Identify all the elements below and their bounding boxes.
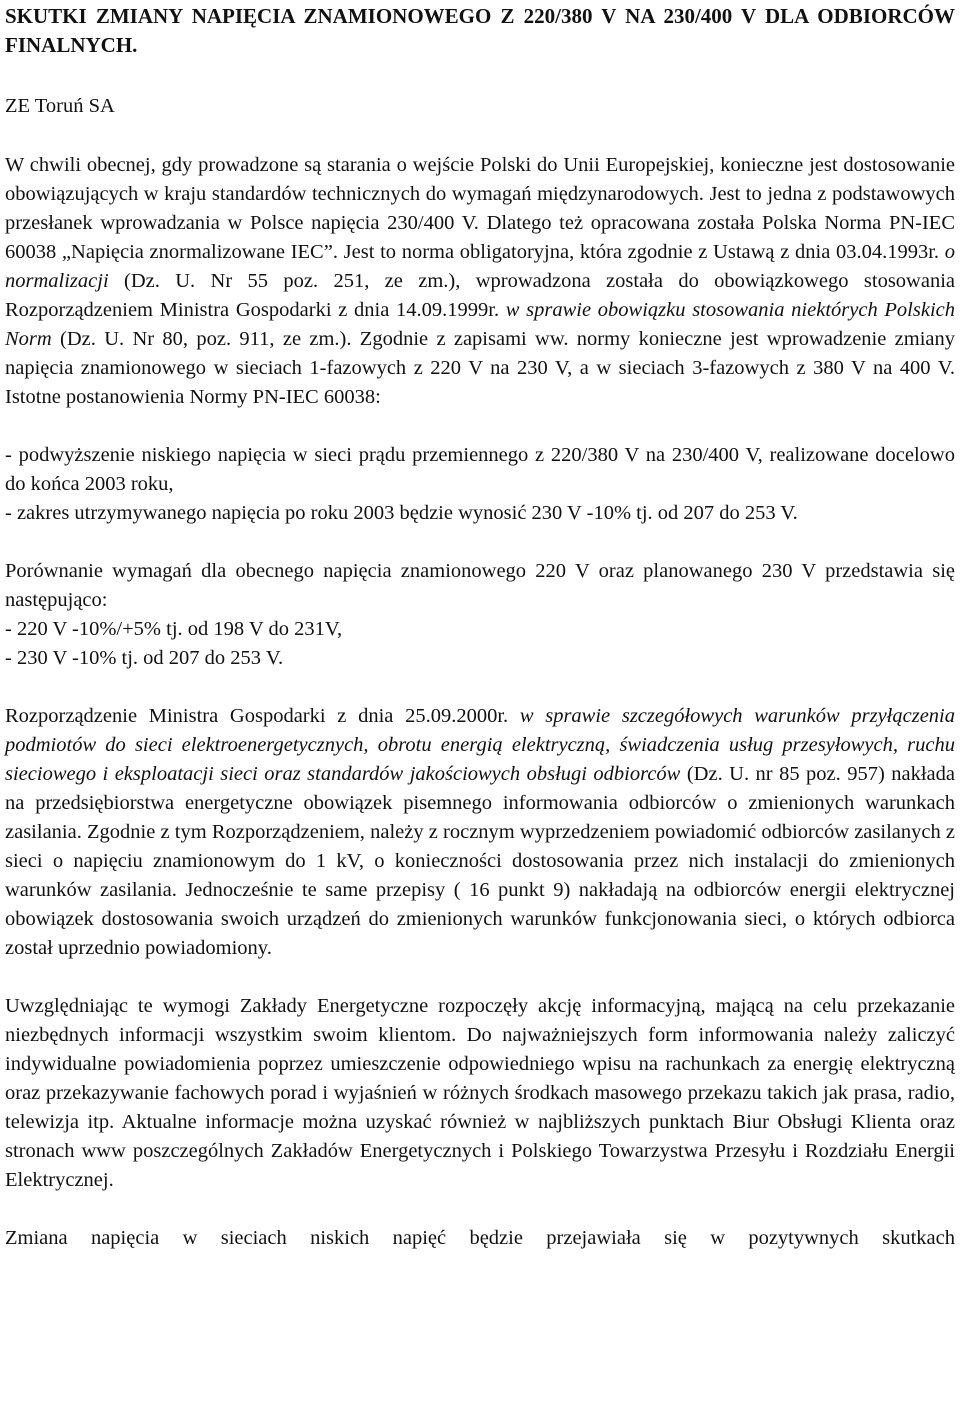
list-item: - podwyższenie niskiego napięcia w sieci prądu przemiennego z 220/380 V na 230/400 V, realizowane docelowo do końca 2003 roku, <box>5 444 955 495</box>
norm-provisions-list <box>5 441 955 528</box>
intro-text-a: W chwili obecnej, gdy prowadzone są starania o wejście Polski do Unii Europejskiej, konieczne jest dostosowanie obowiązujących w kraju standardów technicznych do wymagań międzynarodowych. Jest to jedna z podstawowych przesłanek wprowadzania w Polsce napięcia 230/400 V. Dlatego też opracowana została Polska Norma PN-IEC 60038 „Napięcia znormalizowane IEC”. Jest to norma obligatoryjna, która zgodnie z Ustawą z dnia 03.04.1993r. <box>5 154 955 263</box>
document-page <box>5 0 955 1253</box>
list-item: - 220 V -10%/+5% tj. od 198 V do 231V, <box>5 618 343 640</box>
comparison-paragraph: Porównanie wymagań dla obecnego napięcia znamionowego 220 V oraz planowanego 230 V przedstawia się następująco: <box>5 560 955 611</box>
list-item: - 230 V -10% tj. od 207 do 253 V. <box>5 647 284 669</box>
intro-text-b-italic: o normalizacji <box>5 241 955 292</box>
intro-text-c: (Dz. U. Nr 55 poz. 251, ze zm.), wprowadzona została do obowiązkowego stosowania Rozporządzeniem Ministra Gospodarki z dnia 14.09.1999r. <box>5 270 955 321</box>
intro-text-e: (Dz. U. Nr 80, poz. 911, ze zm.). Zgodnie z zapisami ww. normy konieczne jest wprowadzenie zmiany napięcia znamionowego w sieciach 1-fazowych z 220 V na 230 V, a w sieciach 3-fazowych z 380 V na 400 V. Istotne postanowienia Normy PN-IEC 60038: <box>5 328 955 408</box>
comparison-list <box>5 615 955 673</box>
intro-paragraph <box>5 151 955 412</box>
information-campaign-paragraph: Uwzględniając te wymogi Zakłady Energetyczne rozpoczęły akcję informacyjną, mającą na celu przekazanie niezbędnych informacji wszystkim swoim klientom. Do najważniejszych form informowania należy zaliczyć indywidualne powiadomienia poprzez umieszczenie odpowiedniego wpisu na rachunkach za energię elektryczną oraz przekazywanie fachowych porad i wyjaśnień w różnych środkach masowego przekazu takich jak prasa, radio, telewizja itp. Aktualne informacje można uzyskać również w najbliższych punktach Biur Obsługi Klienta oraz stronach www poszczególnych Zakładów Energetycznych i Polskiego Towarzystwa Przesyłu i Rozdziału Energii Elektrycznej. <box>5 995 955 1191</box>
regulation-text-b-italic: w sprawie szczegółowych warunków przyłączenia podmiotów do sieci elektroenergetycznych, obrotu energią elektryczną, świadczenia usług przesyłowych, ruchu sieciowego i eksploatacji sieci oraz standardów jakościowych obsługi odbiorców <box>5 705 955 785</box>
closing-paragraph: Zmiana napięcia w sieciach niskich napięć będzie przejawiała się w pozytywnych skutkach <box>5 1227 955 1249</box>
intro-text-d-italic: w sprawie obowiązku stosowania niektórych Polskich Norm <box>5 299 955 350</box>
regulation-text-a: Rozporządzenie Ministra Gospodarki z dnia 25.09.2000r. <box>5 705 520 727</box>
regulation-paragraph <box>5 702 955 963</box>
list-item: - zakres utrzymywanego napięcia po roku 2003 będzie wynosić 230 V -10% tj. od 207 do 253 V. <box>5 502 798 524</box>
regulation-text-c: (Dz. U. nr 85 poz. 957) nakłada na przedsiębiorstwa energetyczne obowiązek pisemnego informowania odbiorców o zmienionych warunkach zasilania. Zgodnie z tym Rozporządzeniem, należy z rocznym wyprzedzeniem powiadomić odbiorców zasilanych z sieci o napięciu znamionowym do 1 kV, o konieczności dostosowania przez nich instalacji do zmienionych warunków zasilania. Jednocześnie te same przepisy ( 16 punkt 9) nakładają na odbiorców energii elektrycznej obowiązek dostosowania swoich urządzeń do zmienionych warunków funkcjonowania sieci, o których odbiorca został uprzednio powiadomiony. <box>5 763 956 959</box>
document-title: SKUTKI ZMIANY NAPIĘCIA ZNAMIONOWEGO Z 220/380 V NA 230/400 V DLA ODBIORCÓW FINALNYCH. <box>5 4 955 57</box>
organization-name: ZE Toruń SA <box>5 95 115 117</box>
